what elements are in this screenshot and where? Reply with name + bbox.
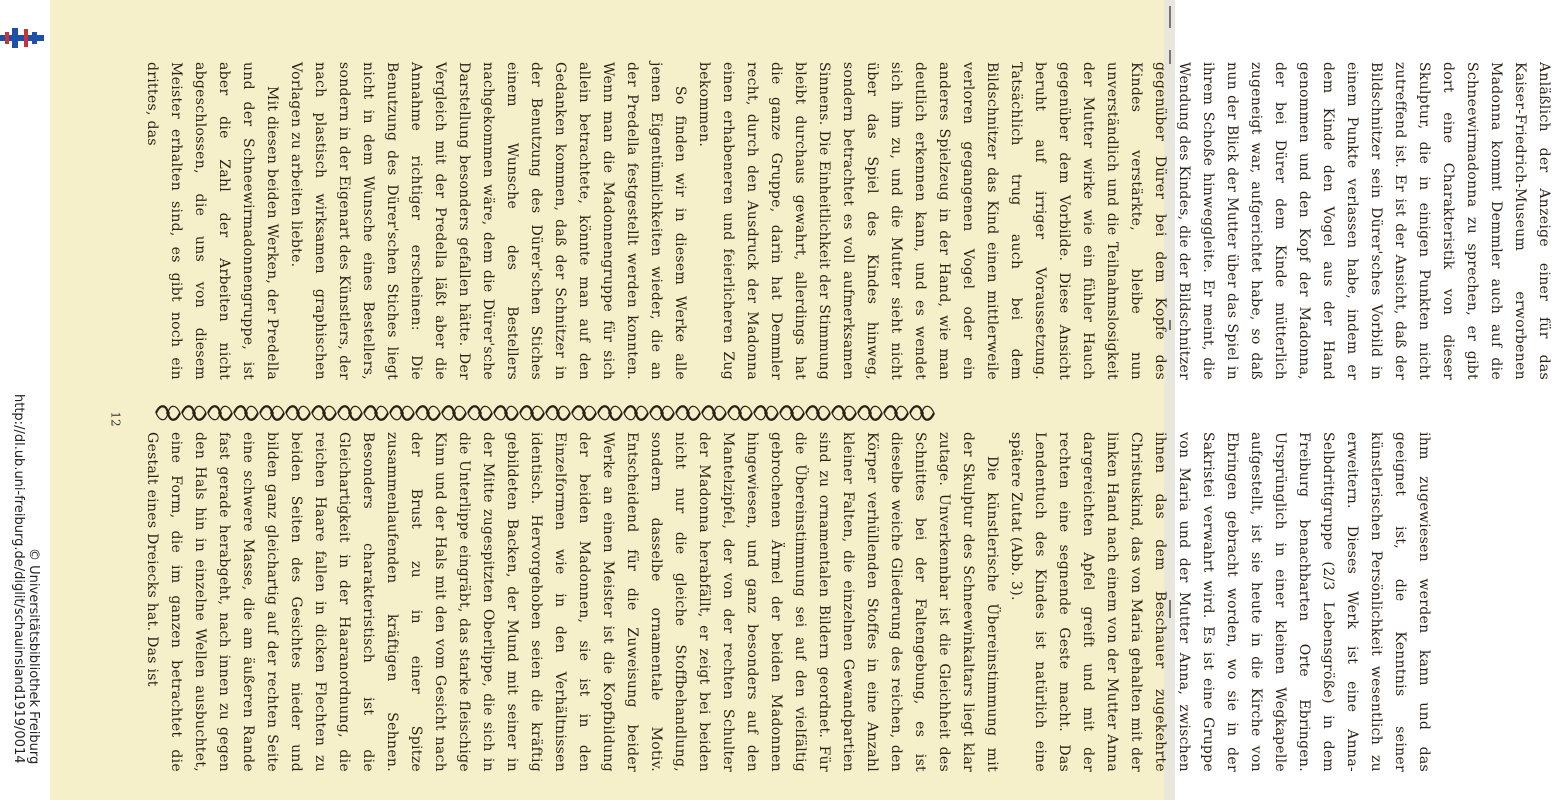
page-number: 12 <box>108 411 123 427</box>
source-url[interactable] <box>11 394 25 794</box>
copyright-notice <box>26 548 40 798</box>
paragraph: ihm zugewiesen werden kann und das geeignet ist, die Kenntnis seiner künstlerischen Persönlichkeit wesentlich zu erweitern. Dieses Werk ist eine Anna-Selbdrittgruppe (2/3 Lebensgröße) in dem Freiburg benachbarten Orte Ebringen. Ursprünglich in einer kleinen Wegkapelle aufgestellt, ist sie heute in die Kirche von Ebringen gebracht worden, wo sie in der Sakristei verwahrt wird. Es ist eine Gruppe von Maria und der Mutter Anna, zwischen ihnen das dem Beschauer zugekehrte Christuskind, das von Maria gehalten mit der linken Hand nach einem von der Mutter Anna dargereichten Apfel greift und mit der rechten eine segnende Geste macht. Das Lendentuch des Kindes ist natürlich eine spätere Zutat (Abb. 3). <box>1008 432 1432 772</box>
library-logo-icon <box>0 26 44 50</box>
paragraph: Anläßlich der Anzeige einer für das Kaiser-Friedrich-Museum erworbenen Madonna kommt Demmler auch auf die Schneewirmadonna zu sprechen, er gibt dort eine Charakteristik von dieser Skulptur, die in einigen Punkten nicht zutreffend ist. Er ist der Ansicht, daß der Bildschnitzer sein Dürer'sches Vorbild in einem Punkte verlassen habe, indem er dem Kinde den Vogel aus der Hand genommen und den Kopf der Madonna, der bei Dürer dem Kinde mütterlich zugeneigt war, aufgerichtet habe, so daß nun der Blick der Mutter über das Spiel in ihrem Schoße hinweggleite. Er meint, die Wendung des Kindes, die der Bildschnitzer gegenüber Dürer bei dem Kopfe des Kindes verstärkte, bleibe nun unverständlich und die Teilnahmslosigkeit der Mutter wirke wie ein fühler Hauch gegenüber dem Vorbilde. Diese Ansicht beruht auf irriger Voraussetzung. Tatsächlich trug auch bei dem Bildschnitzer das Kind einen mittlerweile verloren gegangenen Vogel oder ein anderes Spielzeug in der Hand, wie man deutlich erkennen kann, und es wendet sich ihm zu, und die Mutter sieht nicht über das Spiel des Kindes hinweg, sondern betrachtet es voll aufmerksamen Sinnens. Die Einheitlichkeit der Stimmung bleibt durchaus gewahrt, allerdings hat die ganze Gruppe, darin hat Demmler recht, durch den Ausdruck der Madonna einen erhabeneren und feierlicheren Zug bekommen. <box>696 62 1552 380</box>
paragraph: So finden wir in diesem Werke alle jenen Eigentümlichkeiten wieder, die an der Predella festgestellt werden konnten. Wenn man die Madonnengruppe für sich allein betrachtete, könnte man auf den Gedanken kommen, daß der Schnitzer in der Benutzung des Dürer'schen Stiches einem Wunsche des Bestellers nachgekommen wäre, dem die Dürer'sche Darstellung besonders gefallen hätte. Der Vergleich mit der Predella läßt aber die Annahme richtiger erscheinen: Die Benutzung des Dürer'schen Stiches liegt nicht in dem Wunsche eines Bestellers, sondern in der Eigenart des Künstlers, der nach plastisch wirksamen graphischen Vorlagen zu arbeiten liebte. <box>288 62 688 380</box>
text-column-bottom <box>140 432 1432 772</box>
paragraph: Mit diesen beiden Werken, der Predella und der Schneewirmadonnengruppe, ist aber die Zahl der Arbeiten nicht abgeschlossen, die uns von diesem Meister erhalten sind, es gibt noch ein drittes, das <box>144 62 280 380</box>
viewer-sidebar <box>0 0 50 800</box>
source-url-text[interactable]: http://dl.ub.uni-freiburg.de/diglit/schauinsland1919/0014 <box>11 394 26 764</box>
ornamental-divider <box>155 402 935 424</box>
copyright-text: © Universitätsbibliothek Freiburg <box>26 548 41 765</box>
text-column-top <box>140 62 1552 380</box>
paragraph: Die künstlerische Übereinstimmung mit der Skulptur des Schneewinkaltars liegt klar zutage. Unverkennbar ist die Gleichheit des Schnittes bei der Faltengebung, es ist dieselbe weiche Gliederung des reichen, den Körper verhüllenden Stoffes in eine Anzahl kleiner Falten, die einzelnen Gewandpartien sind zu ornamentalen Bildern geordnet. Für die Übereinstimmung sei auf den vielfältig gebrochenen Ärmel der beiden Madonnen hingewiesen, und ganz besonders auf den Mantelzipfel, der von der rechten Schulter der Madonna herabfällt, er zeigt bei beiden nicht nur die gleiche Stoffbehandlung, sondern dasselbe ornamentale Motiv. Entscheidend für die Zuweisung beider Werke an einen Meister ist die Kopfbildung der beiden Madonnen, sie ist in den Einzelformen wie in den Verhältnissen identisch. Hervorgehoben seien die kräftig gebildeten Backen, der Mund mit seiner in der Mitte zugespitzten Oberlippe, die sich in die Unterlippe eingräbt, das starke fleischige Kinn und der Hals mit den vom Gesicht nach der Brust zu in einer Spitze zusammenlaufenden kräftigen Sehnen. Besonders charakteristisch ist die Gleichartigkeit in der Haaranordnung, die reichen Haare fallen in dicken Flechten zu beiden Seiten des Gesichtes nieder und bilden ganz gleichartig auf der rechten Seite eine schwere Masse, die am äußeren Rande fast gerade herabgeht, nach innen zu gegen den Hals hin in einzelne Wellen ausbuchtet, eine Form, die im ganzen betrachtet die Gestalt eines Dreiecks hat. Das ist <box>144 432 1000 772</box>
